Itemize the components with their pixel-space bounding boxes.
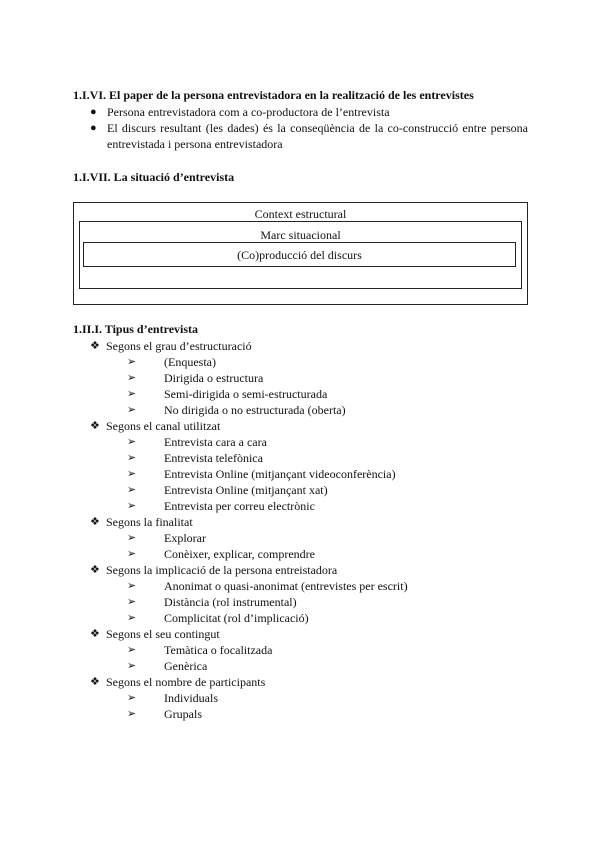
type-group-item xyxy=(73,626,408,674)
type-sub-item-text: Entrevista telefònica xyxy=(164,451,263,465)
type-group-label: Segons la implicació de la persona entreistadora xyxy=(106,563,338,577)
type-group-item xyxy=(73,674,408,722)
type-sub-item-text: Conèixer, explicar, comprendre xyxy=(164,547,315,561)
section-heading-tipus-entrevista: 1.II.I. Tipus d’entrevista xyxy=(73,322,199,336)
type-sub-item xyxy=(127,450,408,466)
marc-situacional-box xyxy=(79,221,522,289)
type-sub-item xyxy=(127,642,408,658)
type-sub-item-text: Grupals xyxy=(164,707,202,721)
type-sub-item-text: Entrevista Online (mitjançant videoconferència) xyxy=(164,467,396,481)
arrow-bullet-icon: ➢ xyxy=(127,404,137,416)
arrow-bullet-icon: ➢ xyxy=(127,356,137,368)
arrow-bullet-icon: ➢ xyxy=(127,708,137,720)
type-sub-item xyxy=(127,482,408,498)
diamond-bullet-icon: ❖ xyxy=(90,516,100,528)
bullet-list-paper xyxy=(73,104,528,152)
diamond-bullet-icon: ❖ xyxy=(90,564,100,576)
type-group-item xyxy=(73,562,408,626)
bullet-dot-icon: ● xyxy=(90,106,97,118)
arrow-bullet-icon: ➢ xyxy=(127,660,137,672)
marc-situacional-label: Marc situacional xyxy=(260,228,341,242)
coproduccio-discurs-box xyxy=(83,242,516,267)
section-heading-situacio-entrevista: 1.I.VII. La situació d’entrevista xyxy=(73,170,235,184)
diamond-bullet-icon: ❖ xyxy=(90,628,100,640)
type-group-item xyxy=(73,418,408,514)
type-sub-item-text: Entrevista Online (mitjançant xat) xyxy=(164,483,328,497)
diamond-bullet-icon: ❖ xyxy=(90,676,100,688)
list-item xyxy=(73,120,528,152)
diamond-bullet-icon: ❖ xyxy=(90,420,100,432)
section-heading-paper-entrevistadora: 1.I.VI. El paper de la persona entrevistadora en la realització de les entrevistes xyxy=(73,88,474,102)
type-sub-item xyxy=(127,690,408,706)
type-group-label: Segons el seu contingut xyxy=(106,627,220,641)
type-sub-item-text: Anonimat o quasi-anonimat (entrevistes per escrit) xyxy=(164,579,408,593)
type-sub-item xyxy=(127,434,408,450)
arrow-bullet-icon: ➢ xyxy=(127,500,137,512)
type-sub-item xyxy=(127,370,408,386)
type-sub-item-text: Semi-dirigida o semi-estructurada xyxy=(164,387,328,401)
type-sub-item xyxy=(127,578,408,594)
type-sub-item xyxy=(127,402,408,418)
type-sub-list xyxy=(106,690,408,722)
type-sub-item-text: Explorar xyxy=(164,531,206,545)
type-sub-item xyxy=(127,658,408,674)
arrow-bullet-icon: ➢ xyxy=(127,596,137,608)
arrow-bullet-icon: ➢ xyxy=(127,452,137,464)
arrow-bullet-icon: ➢ xyxy=(127,580,137,592)
type-sub-list xyxy=(106,354,408,418)
list-item-text: Persona entrevistadora com a co-productora de l’entrevista xyxy=(107,105,390,119)
arrow-bullet-icon: ➢ xyxy=(127,436,137,448)
type-sub-item xyxy=(127,706,408,722)
type-sub-item-text: Temàtica o focalitzada xyxy=(164,643,273,657)
arrow-bullet-icon: ➢ xyxy=(127,372,137,384)
type-sub-list xyxy=(106,434,408,514)
type-sub-item xyxy=(127,386,408,402)
type-sub-item xyxy=(127,546,408,562)
type-group-label: Segons el grau d’estructuració xyxy=(106,339,252,353)
type-sub-item xyxy=(127,354,408,370)
context-estructural-label: Context estructural xyxy=(254,207,347,221)
type-sub-item-text: (Enquesta) xyxy=(164,355,216,369)
type-sub-item-text: No dirigida o no estructurada (oberta) xyxy=(164,403,346,417)
type-sub-item xyxy=(127,594,408,610)
type-sub-item xyxy=(127,530,408,546)
arrow-bullet-icon: ➢ xyxy=(127,532,137,544)
arrow-bullet-icon: ➢ xyxy=(127,692,137,704)
type-sub-item-text: Individuals xyxy=(164,691,218,705)
type-group-label: Segons la finalitat xyxy=(106,515,193,529)
types-list xyxy=(73,338,408,722)
arrow-bullet-icon: ➢ xyxy=(127,388,137,400)
type-sub-item-text: Complicitat (rol d’implicació) xyxy=(164,611,309,625)
arrow-bullet-icon: ➢ xyxy=(127,484,137,496)
arrow-bullet-icon: ➢ xyxy=(127,468,137,480)
arrow-bullet-icon: ➢ xyxy=(127,548,137,560)
type-sub-item-text: Entrevista cara a cara xyxy=(164,435,267,449)
context-estructural-box xyxy=(73,202,528,305)
type-sub-item-text: Distància (rol instrumental) xyxy=(164,595,297,609)
type-group-item xyxy=(73,514,408,562)
type-sub-item xyxy=(127,466,408,482)
arrow-bullet-icon: ➢ xyxy=(127,612,137,624)
type-sub-item-text: Dirigida o estructura xyxy=(164,371,264,385)
type-group-label: Segons el canal utilitzat xyxy=(106,419,221,433)
type-sub-item xyxy=(127,610,408,626)
bullet-dot-icon: ● xyxy=(90,122,97,134)
type-group-item xyxy=(73,338,408,418)
type-sub-list xyxy=(106,578,408,626)
type-sub-item-text: Genèrica xyxy=(164,659,208,673)
list-item xyxy=(73,104,528,120)
list-item-text: El discurs resultant (les dades) és la conseqüència de la co-construcció entre persona entrevistada i persona entrevistadora xyxy=(107,121,528,151)
arrow-bullet-icon: ➢ xyxy=(127,644,137,656)
type-group-label: Segons el nombre de participants xyxy=(106,675,266,689)
type-sub-item-text: Entrevista per correu electrònic xyxy=(164,499,315,513)
type-sub-list xyxy=(106,642,408,674)
type-sub-item xyxy=(127,498,408,514)
coproduccio-discurs-label: (Co)producció del discurs xyxy=(237,248,362,262)
diamond-bullet-icon: ❖ xyxy=(90,340,100,352)
type-sub-list xyxy=(106,530,408,562)
